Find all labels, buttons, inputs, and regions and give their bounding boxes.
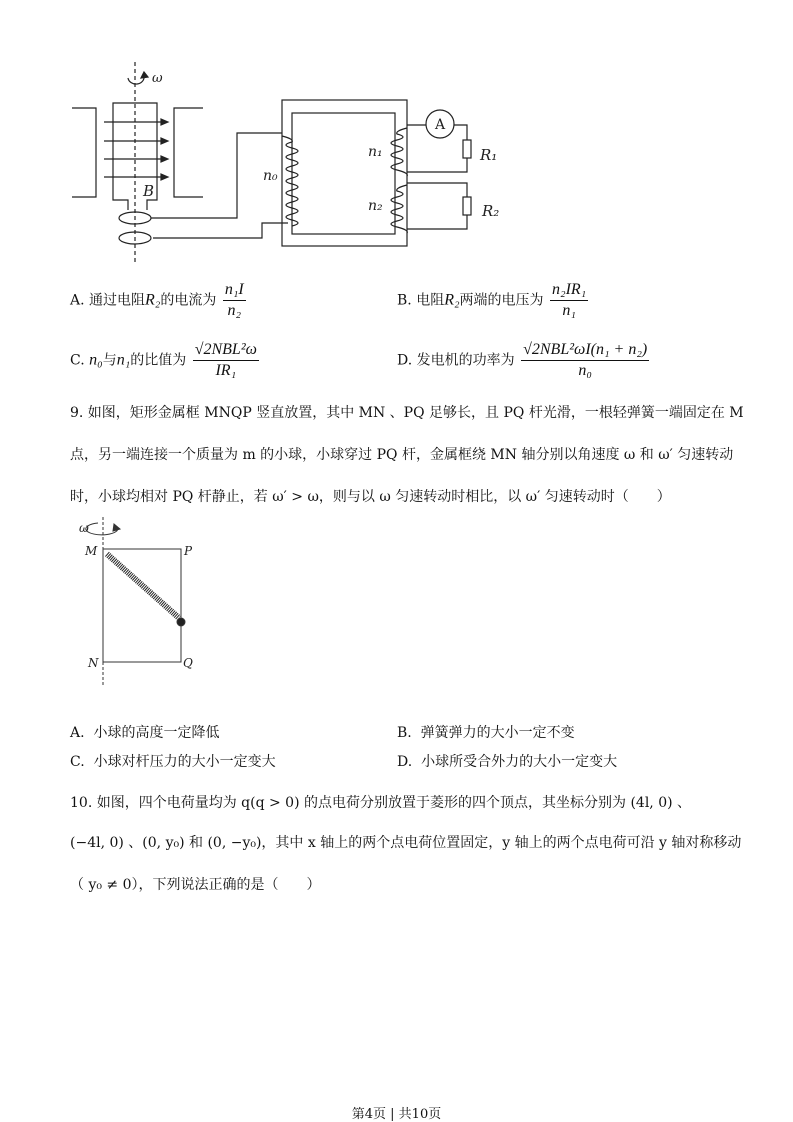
q10-line-1: 10. 如图，四个电荷量均为 q(q > 0) 的点电荷分别放置于菱形的四个顶点，其坐标分别为 (4l, 0) 、 — [70, 795, 692, 811]
option-label: D. — [397, 352, 413, 369]
option-9d[interactable] — [397, 752, 617, 772]
svg-text:ω: ω — [79, 521, 89, 535]
svg-text:Q: Q — [183, 656, 193, 670]
option-text: 的电流为 — [160, 292, 217, 309]
option-text: 电阻 — [416, 292, 445, 309]
option-8a[interactable] — [70, 280, 248, 321]
magnet-right — [174, 108, 203, 197]
svg-text:A: A — [435, 117, 446, 133]
svg-text:n₂: n₂ — [368, 198, 383, 214]
magnet-left — [72, 108, 96, 197]
svg-text:M: M — [85, 544, 98, 558]
option-label: A. — [70, 725, 85, 741]
q9-line-2: 点，另一端连接一个质量为 m 的小球，小球穿过 PQ 杆，金属框绕 MN 轴分别以角速度 ω 和 ω′ 匀速转动 — [70, 447, 734, 463]
q9-line-1: 9. 如图，矩形金属框 MNQP 竖直放置，其中 MN 、PQ 足够长，且 PQ 杆光滑，一根轻弹簧一端固定在 M — [70, 405, 744, 421]
math-var: R₂ — [444, 291, 460, 309]
option-text: 弹簧弹力的大小一定不变 — [420, 725, 575, 741]
fraction: $\frac{\text{n₁I}}{\text{n₂}}$ — [224, 281, 244, 319]
math-var: n₀ — [89, 351, 103, 369]
svg-text:n₁: n₁ — [368, 144, 383, 160]
option-8b[interactable] — [397, 280, 590, 321]
svg-text:N: N — [88, 656, 99, 670]
math-var: R₂ — [145, 291, 161, 309]
option-label: C. — [70, 754, 85, 770]
option-text: 小球所受合外力的大小一定变大 — [421, 754, 618, 770]
svg-text:R₁: R₁ — [480, 146, 498, 164]
resistor-R1 — [463, 140, 471, 158]
option-8d[interactable] — [397, 340, 651, 381]
option-text: 小球对杆压力的大小一定变大 — [93, 754, 276, 770]
option-label: C. — [70, 352, 85, 369]
q10-line-3: （ y₀ ≠ 0），下列说法正确的是（ ） — [70, 877, 321, 893]
fraction: $\frac{\text{√2NBL²ωI(n₁ + n₂)}}{\text{n₀}}$ — [523, 341, 648, 379]
coil-n2 — [391, 185, 407, 233]
q9-line-3: 时，小球均相对 PQ 杆静止，若 ω′ > ω，则与以 ω 匀速转动时相比，以 ω′ 匀速转动时（ ） — [70, 489, 671, 505]
math-var: n₁ — [116, 351, 131, 369]
option-text: 两端的电压为 — [459, 292, 544, 309]
generator-transformer-diagram — [60, 60, 520, 280]
rotating-frame-diagram — [70, 515, 210, 690]
option-label: B. — [397, 292, 412, 309]
option-text: 与 — [102, 352, 117, 369]
svg-text:ω: ω — [152, 71, 163, 86]
option-label: B. — [397, 725, 412, 741]
spring — [107, 554, 179, 618]
fraction: $\frac{\text{√2NBL²ω}}{\text{IR₁}}$ — [194, 341, 257, 379]
ball — [177, 618, 185, 626]
option-8c[interactable] — [70, 340, 261, 381]
option-label: D. — [397, 754, 413, 770]
option-text: 发电机的功率为 — [416, 352, 515, 369]
transformer-core-inner — [292, 113, 395, 234]
coil-n1 — [391, 128, 407, 176]
option-9a[interactable] — [70, 723, 219, 743]
resistor-R2 — [463, 197, 471, 215]
fraction: $\frac{\text{n₂IR₁}}{\text{n₁}}$ — [552, 281, 587, 319]
q10-line-2: (−4l, 0) 、(0, y₀) 和 (0, −y₀)，其中 x 轴上的两个点电荷位置固定，y 轴上的两个点电荷可沿 y 轴对称移动 — [70, 835, 742, 851]
option-text: 的比值为 — [130, 352, 187, 369]
page-footer: 第4页 | 共10页 — [351, 1107, 442, 1122]
option-9c[interactable] — [70, 752, 276, 772]
transformer-core-outer — [282, 100, 407, 246]
svg-text:B: B — [143, 182, 155, 200]
option-text: 通过电阻 — [89, 292, 146, 309]
option-9b[interactable] — [397, 723, 575, 743]
svg-text:P: P — [184, 544, 193, 558]
svg-text:R₂: R₂ — [482, 202, 500, 220]
coil-n0 — [282, 136, 298, 226]
svg-text:n₀: n₀ — [263, 168, 278, 184]
option-label: A. — [70, 292, 85, 309]
option-text: 小球的高度一定降低 — [93, 725, 220, 741]
